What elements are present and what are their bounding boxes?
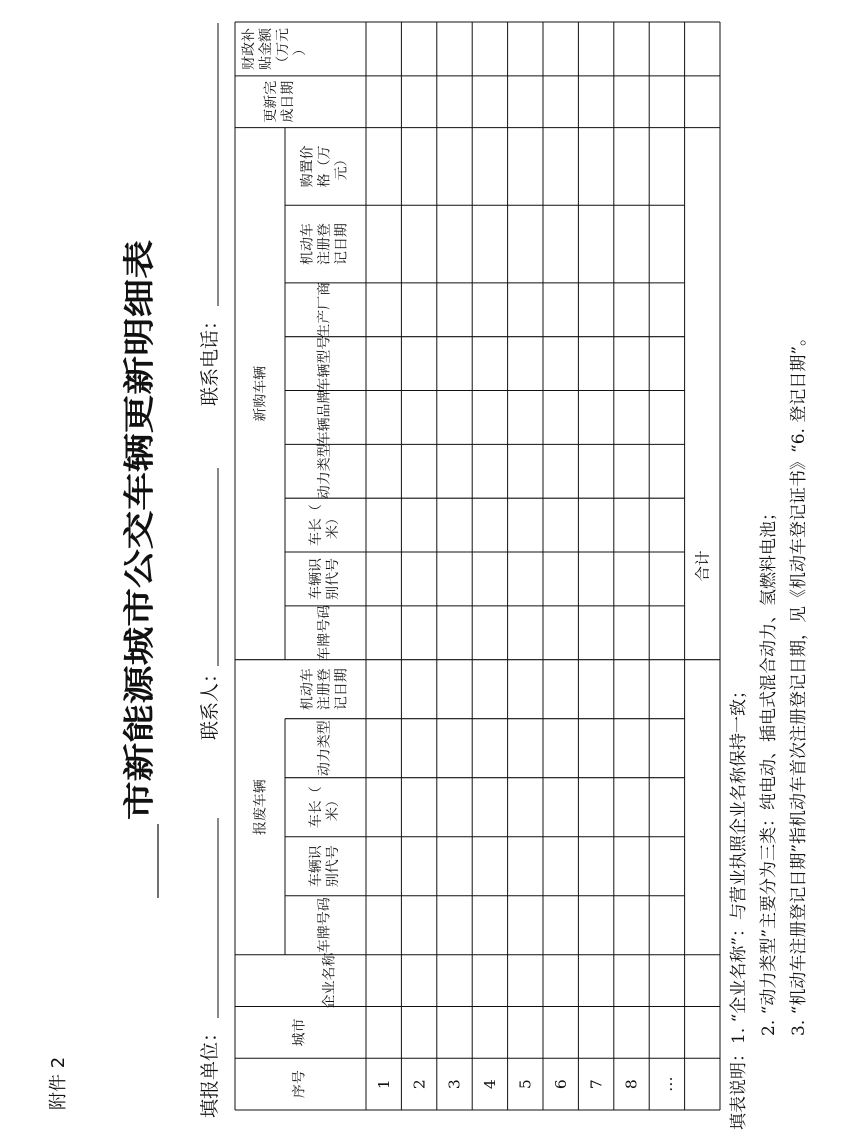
header-new-col-8: 机动车注册登记日期	[299, 223, 350, 265]
contact-phone-label: 联系电话：	[199, 310, 221, 406]
attachment-label-group	[48, 1057, 69, 1110]
row-number-6: 6	[552, 1079, 570, 1090]
total-row-label: 合计	[693, 550, 712, 582]
header-completion-date: 更新完成日期	[263, 80, 296, 123]
header-seq: 序号	[291, 1070, 308, 1099]
note-3: 3. “机动车注册登记日期”指机动车首次注册登记日期，见《机动车登记证书》“6. 登记日期”。	[789, 328, 809, 1036]
header-scrapped-col-5: 机动车注册登记日期	[299, 668, 350, 711]
header-city: 城市	[291, 1018, 308, 1047]
header-new-col-7: 生产厂商	[316, 281, 333, 338]
header-new-col-1: 车牌号码	[316, 604, 333, 661]
vehicle-table	[235, 22, 720, 1110]
notes	[729, 329, 809, 1130]
header-new-col-9: 购置价格（万元）	[299, 145, 350, 188]
row-number-1: 1	[375, 1079, 393, 1090]
row-number-9: …	[658, 1076, 677, 1092]
note-2: 2. “动力类型”主要分为三类：纯电动、插电式混合动力、氢燃料电池；	[759, 503, 779, 1036]
contact-person-label: 联系人：	[199, 663, 221, 740]
header-new-col-4: 动力类型	[316, 443, 333, 500]
row-number-7: 7	[587, 1079, 606, 1090]
row-number-5: 5	[516, 1079, 535, 1090]
notes-lead: 填表说明：	[729, 1045, 749, 1130]
row-number-3: 3	[445, 1079, 464, 1090]
row-number-8: 8	[622, 1079, 641, 1090]
header-subsidy: 财政补贴金额（万元）	[241, 27, 308, 70]
header-company: 企业名称	[321, 952, 338, 1009]
header-scrapped-col-3: 车长（米）	[308, 786, 341, 829]
page-title: 市新能源城市公交车辆更新明细表	[122, 355, 158, 820]
header-scrapped-col-1: 车牌号码	[316, 897, 333, 954]
header-scrapped-col-2: 车辆识别代号	[308, 845, 341, 888]
note-1: 1. “企业名称”：与营业执照企业名称保持一致；	[729, 681, 749, 1044]
header-new-col-5: 车辆品牌	[316, 389, 333, 446]
reporting-unit-label: 填报单位：	[199, 1022, 221, 1118]
header-scrapped-col-4: 动力类型	[316, 720, 333, 777]
row-number-2: 2	[410, 1079, 429, 1090]
header-scrapped-group: 报废车辆	[252, 779, 269, 836]
form-fields	[199, 23, 221, 1118]
row-number-4: 4	[481, 1079, 500, 1090]
header-new-col-3: 车长（米）	[308, 504, 341, 547]
attachment-label: 附件 2	[48, 1056, 69, 1110]
title-group	[122, 240, 158, 898]
header-new-col-2: 车辆识别代号	[308, 558, 341, 600]
header-new-col-6: 车辆型号	[316, 335, 333, 392]
header-new-group: 新购车辆	[252, 365, 269, 422]
